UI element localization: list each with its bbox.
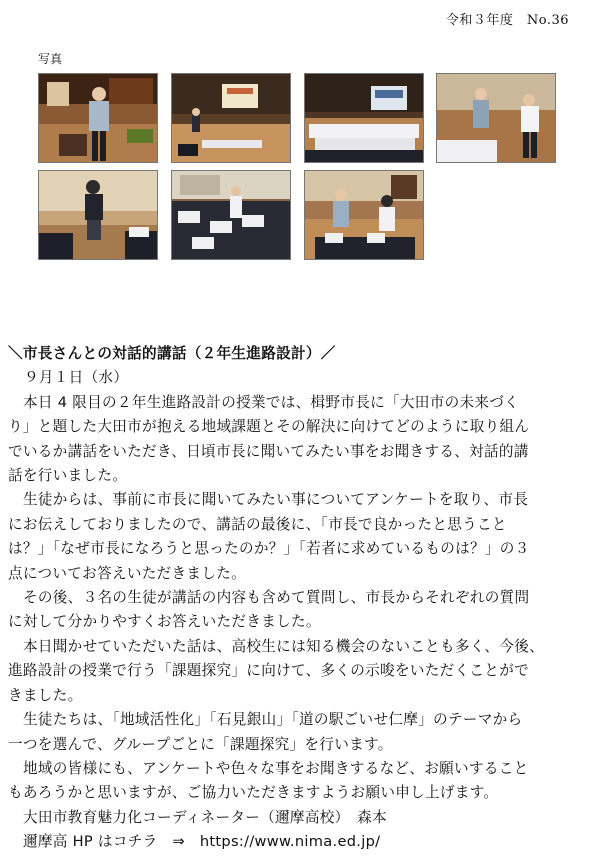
photo-students-seated-screen: [304, 73, 424, 163]
article-date: ９月１日（水）: [24, 369, 129, 387]
body-line: 本日聞かせていただいた話は、高校生には知る機会のないことも多く、今後、: [23, 637, 544, 655]
body-line: 点についてお答えいただきました。: [8, 564, 247, 582]
body-line: 生徒からは、事前に市長に聞いてみたい事についてアンケートを取り、市長: [23, 491, 529, 509]
body-line: 本日 4 限目の２年生進路設計の授業では、楫野市長に「大田市の未来づく: [23, 393, 520, 411]
body-line: り」と題した大田市が抱える地域課題とその解決に向けてどのように取り組ん: [8, 418, 530, 436]
body-line: 話を行いました。: [8, 467, 128, 485]
article: [8, 342, 604, 855]
photo-speaker-at-podium: [38, 73, 158, 163]
body-line: でいるか講話をいただき、日頃市長に聞いてみたい事をお聞きする、対話的講: [8, 442, 529, 460]
body-line: もあろうかと思いますが、ご協力いただきますようお願い申し上げます。: [8, 784, 499, 802]
body-line: に対して分かりやすくお答えいただきました。: [8, 613, 321, 631]
article-title: ＼市長さんとの対話的講話（２年生進路設計）／: [8, 345, 336, 362]
body-line: は？」「なぜ市長になろうと思ったのか？」「若者に求めているものは？」の３: [8, 540, 530, 558]
signature: 大田市教育魅力化コーディネーター（邇摩高校） 森本: [23, 808, 387, 826]
homepage-link[interactable]: https://www.nima.ed.jp/: [199, 833, 381, 851]
photo-section-label: 写真: [38, 52, 63, 66]
photo-mayor-answering: [304, 170, 424, 260]
issue-number: 令和３年度 No.36: [445, 13, 569, 28]
homepage-link-label: 邇摩高 HP はコチラ ⇒: [23, 833, 200, 851]
body-line: にお伝えしておりましたので、講話の最後に、「市長で良かったと思うこと: [8, 515, 507, 533]
body-line: 地域の皆様にも、アンケートや色々な事をお聞きするなど、お願いすること: [23, 759, 529, 777]
body-line: 一つを選んで、グループごとに「課題探究」を行います。: [8, 735, 393, 753]
body-line: その後、３名の生徒が講話の内容も含めて質問し、市長からそれぞれの質問: [23, 589, 530, 607]
photo-students-listening: [171, 170, 291, 260]
photo-gym-screen-audience: [171, 73, 291, 163]
photo-student-question: [38, 170, 158, 260]
photo-mayor-speaking: [436, 73, 556, 163]
body-line: 生徒たちは、「地域活性化」「石見銀山」「道の駅ごいせ仁摩」のテーマから: [23, 711, 523, 729]
body-line: きました。: [8, 686, 83, 704]
homepage-link-line: [8, 830, 604, 854]
body-line: 進路設計の授業で行う「課題探究」に向けて、多くの示唆をいただくことがで: [8, 662, 529, 680]
